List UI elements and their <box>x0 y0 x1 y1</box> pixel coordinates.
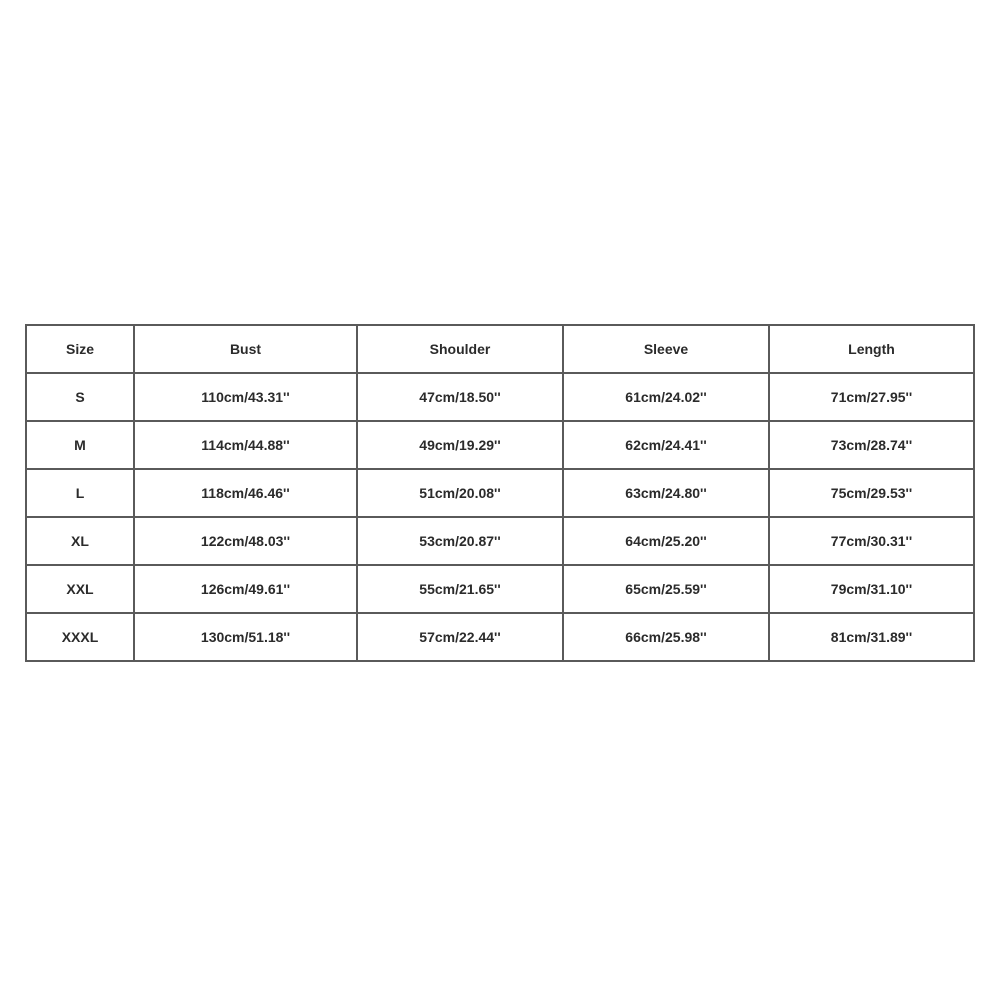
size-cell: XL <box>26 517 134 565</box>
header-shoulder: Shoulder <box>357 325 563 373</box>
shoulder-cell: 51cm/20.08'' <box>357 469 563 517</box>
sleeve-cell: 64cm/25.20'' <box>563 517 769 565</box>
table-row <box>26 469 974 517</box>
bust-cell: 130cm/51.18'' <box>134 613 357 661</box>
sleeve-cell: 61cm/24.02'' <box>563 373 769 421</box>
bust-cell: 122cm/48.03'' <box>134 517 357 565</box>
bust-cell: 110cm/43.31'' <box>134 373 357 421</box>
length-cell: 77cm/30.31'' <box>769 517 974 565</box>
size-cell: L <box>26 469 134 517</box>
length-cell: 81cm/31.89'' <box>769 613 974 661</box>
length-cell: 73cm/28.74'' <box>769 421 974 469</box>
length-cell: 71cm/27.95'' <box>769 373 974 421</box>
header-length: Length <box>769 325 974 373</box>
header-bust: Bust <box>134 325 357 373</box>
sleeve-cell: 63cm/24.80'' <box>563 469 769 517</box>
bust-cell: 126cm/49.61'' <box>134 565 357 613</box>
table-row <box>26 421 974 469</box>
shoulder-cell: 47cm/18.50'' <box>357 373 563 421</box>
table-row <box>26 373 974 421</box>
length-cell: 79cm/31.10'' <box>769 565 974 613</box>
shoulder-cell: 53cm/20.87'' <box>357 517 563 565</box>
bust-cell: 114cm/44.88'' <box>134 421 357 469</box>
size-cell: XXL <box>26 565 134 613</box>
size-cell: M <box>26 421 134 469</box>
sleeve-cell: 65cm/25.59'' <box>563 565 769 613</box>
sleeve-cell: 66cm/25.98'' <box>563 613 769 661</box>
shoulder-cell: 55cm/21.65'' <box>357 565 563 613</box>
shoulder-cell: 57cm/22.44'' <box>357 613 563 661</box>
length-cell: 75cm/29.53'' <box>769 469 974 517</box>
bust-cell: 118cm/46.46'' <box>134 469 357 517</box>
table-row <box>26 613 974 661</box>
shoulder-cell: 49cm/19.29'' <box>357 421 563 469</box>
header-sleeve: Sleeve <box>563 325 769 373</box>
header-size: Size <box>26 325 134 373</box>
sleeve-cell: 62cm/24.41'' <box>563 421 769 469</box>
size-cell: XXXL <box>26 613 134 661</box>
table-header-row <box>26 325 974 373</box>
size-chart-table <box>25 324 975 662</box>
table-row <box>26 517 974 565</box>
size-cell: S <box>26 373 134 421</box>
table-row <box>26 565 974 613</box>
